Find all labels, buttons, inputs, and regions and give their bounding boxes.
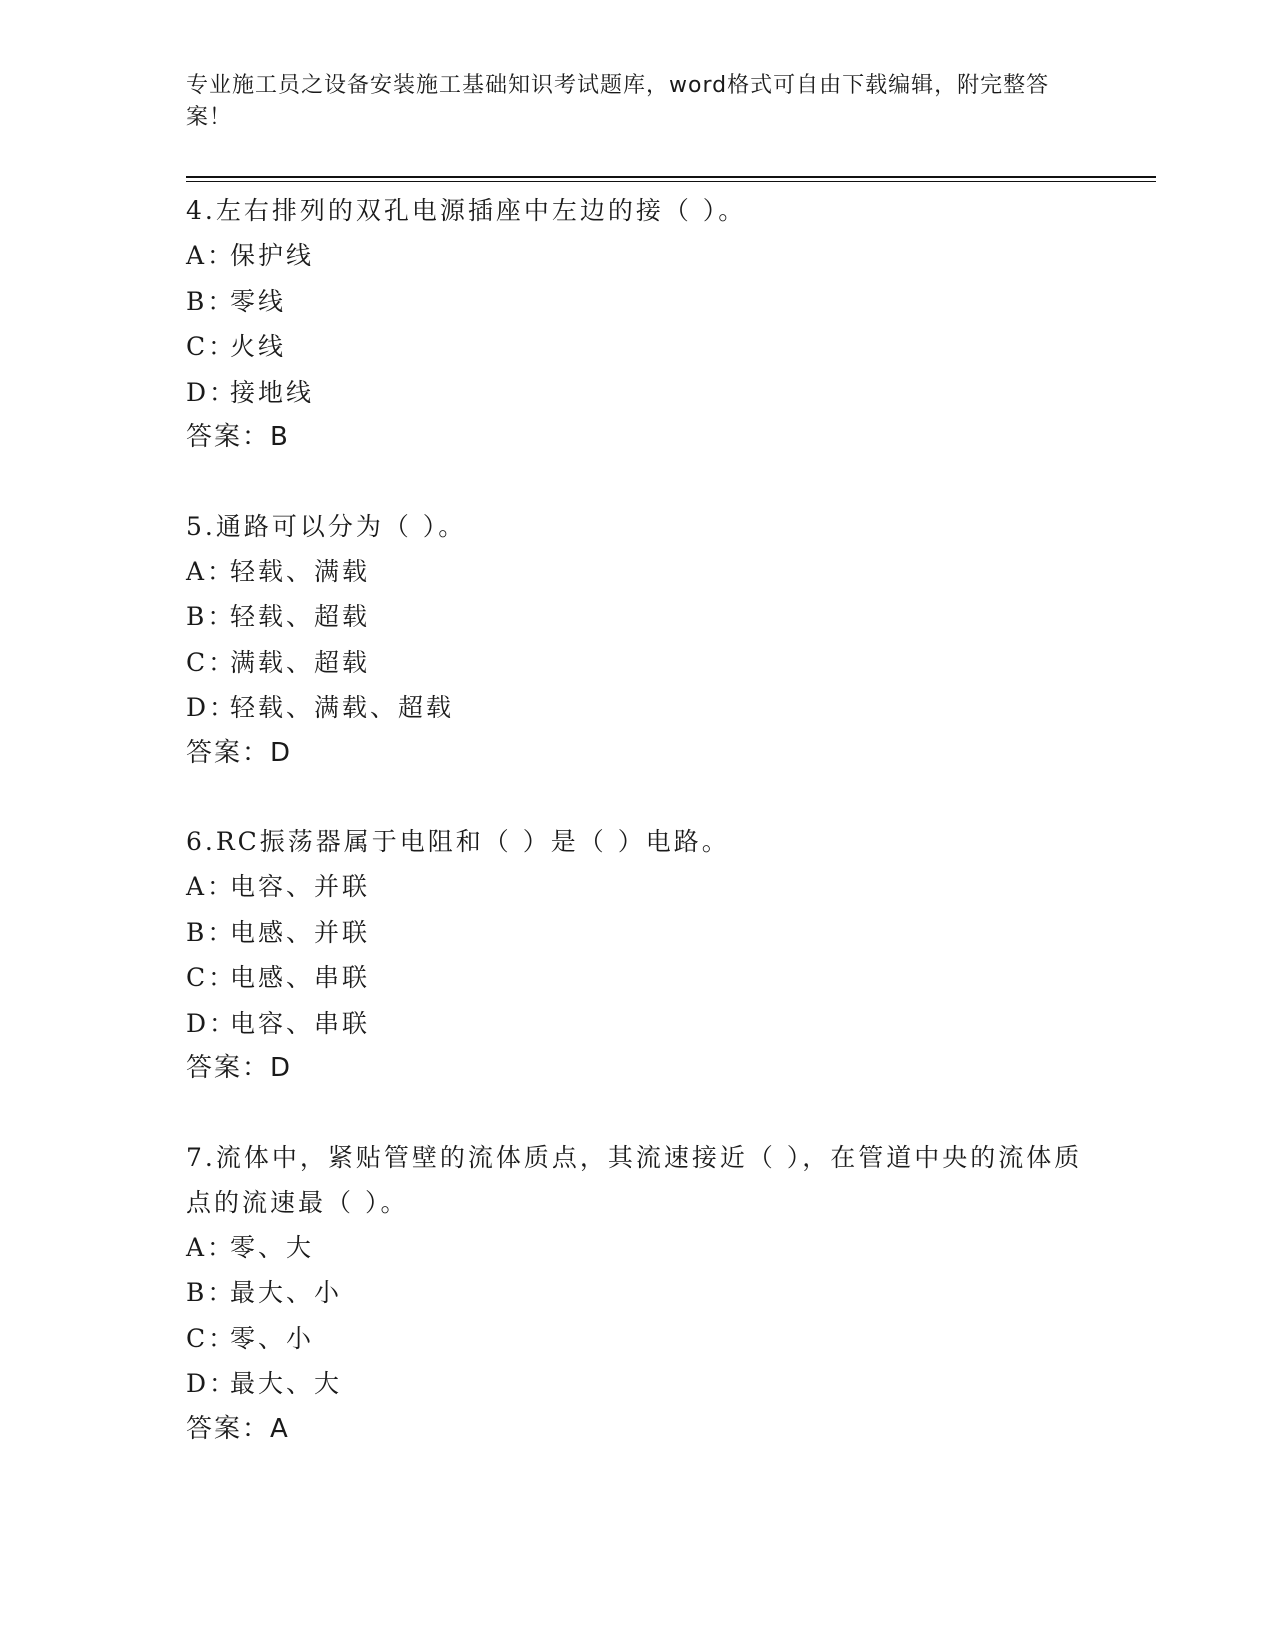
question-stem: 4.左右排列的双孔电源插座中左边的接（ ）。 [186, 196, 747, 225]
question-4 [186, 188, 1086, 461]
option-text: 电感、并联 [230, 917, 371, 947]
option-d [186, 685, 1086, 731]
option-text: 保护线 [230, 241, 315, 270]
option-text: 电容、串联 [230, 1008, 371, 1038]
option-text: 电感、串联 [230, 963, 371, 992]
option-letter: D： [186, 1369, 238, 1398]
header-divider-thin [186, 181, 1156, 182]
option-c [186, 324, 1086, 370]
option-text: 最大、小 [230, 1278, 343, 1307]
option-b [186, 910, 1086, 956]
option-text: 火线 [230, 332, 287, 361]
option-letter: A： [186, 241, 236, 270]
document-header: 专业施工员之设备安装施工基础知识考试题库，word格式可自由下载编辑，附完整答案！ [186, 73, 1050, 130]
option-letter: C： [186, 647, 237, 677]
option-c [186, 640, 1086, 686]
option-text: 轻载、满载 [230, 556, 371, 586]
option-a [186, 864, 1086, 910]
answer-line: 答案：D [186, 1053, 293, 1083]
question-5 [186, 504, 1086, 777]
option-letter: A： [186, 1232, 236, 1262]
option-letter: C： [186, 332, 237, 361]
option-b [186, 279, 1086, 325]
option-letter: A： [186, 872, 236, 901]
option-d [186, 1001, 1086, 1047]
option-text: 最大、大 [230, 1369, 343, 1398]
question-7 [186, 1135, 1086, 1453]
option-c [186, 1316, 1086, 1362]
answer-line: 答案：D [186, 737, 293, 768]
option-letter: C： [186, 963, 237, 992]
header-divider-thick [186, 176, 1156, 178]
option-a [186, 549, 1086, 595]
option-text: 轻载、超载 [230, 602, 371, 631]
option-letter: B： [186, 286, 236, 316]
answer-line: 答案：B [186, 422, 290, 452]
option-d [186, 370, 1086, 416]
option-text: 零线 [230, 286, 287, 316]
option-letter: D： [186, 377, 238, 407]
question-6 [186, 819, 1086, 1092]
option-text: 满载、超载 [230, 647, 371, 677]
option-c [186, 955, 1086, 1001]
option-text: 轻载、满载、超载 [230, 693, 455, 722]
option-letter: A： [186, 556, 236, 586]
option-letter: C： [186, 1323, 237, 1353]
option-letter: D： [186, 693, 238, 722]
option-b [186, 594, 1086, 640]
option-b [186, 1270, 1086, 1316]
answer-line: 答案：A [186, 1413, 290, 1444]
question-list [186, 188, 1086, 1495]
option-d [186, 1361, 1086, 1407]
option-letter: B： [186, 602, 236, 631]
option-letter: B： [186, 1278, 236, 1307]
option-letter: D： [186, 1008, 238, 1038]
question-stem: 7.流体中，紧贴管壁的流体质点，其流速接近（ ），在管道中央的流体质点的流速最（ ）。 [186, 1142, 1083, 1217]
option-text: 零、小 [230, 1323, 315, 1353]
option-a [186, 233, 1086, 279]
question-stem: 6.RC振荡器属于电阻和（ ）是（ ）电路。 [186, 827, 730, 856]
option-text: 零、大 [230, 1232, 315, 1262]
option-text: 电容、并联 [230, 872, 371, 901]
option-letter: B： [186, 917, 236, 947]
option-a [186, 1225, 1086, 1271]
question-stem: 5.通路可以分为（ ）。 [186, 511, 467, 541]
option-text: 接地线 [230, 377, 315, 407]
